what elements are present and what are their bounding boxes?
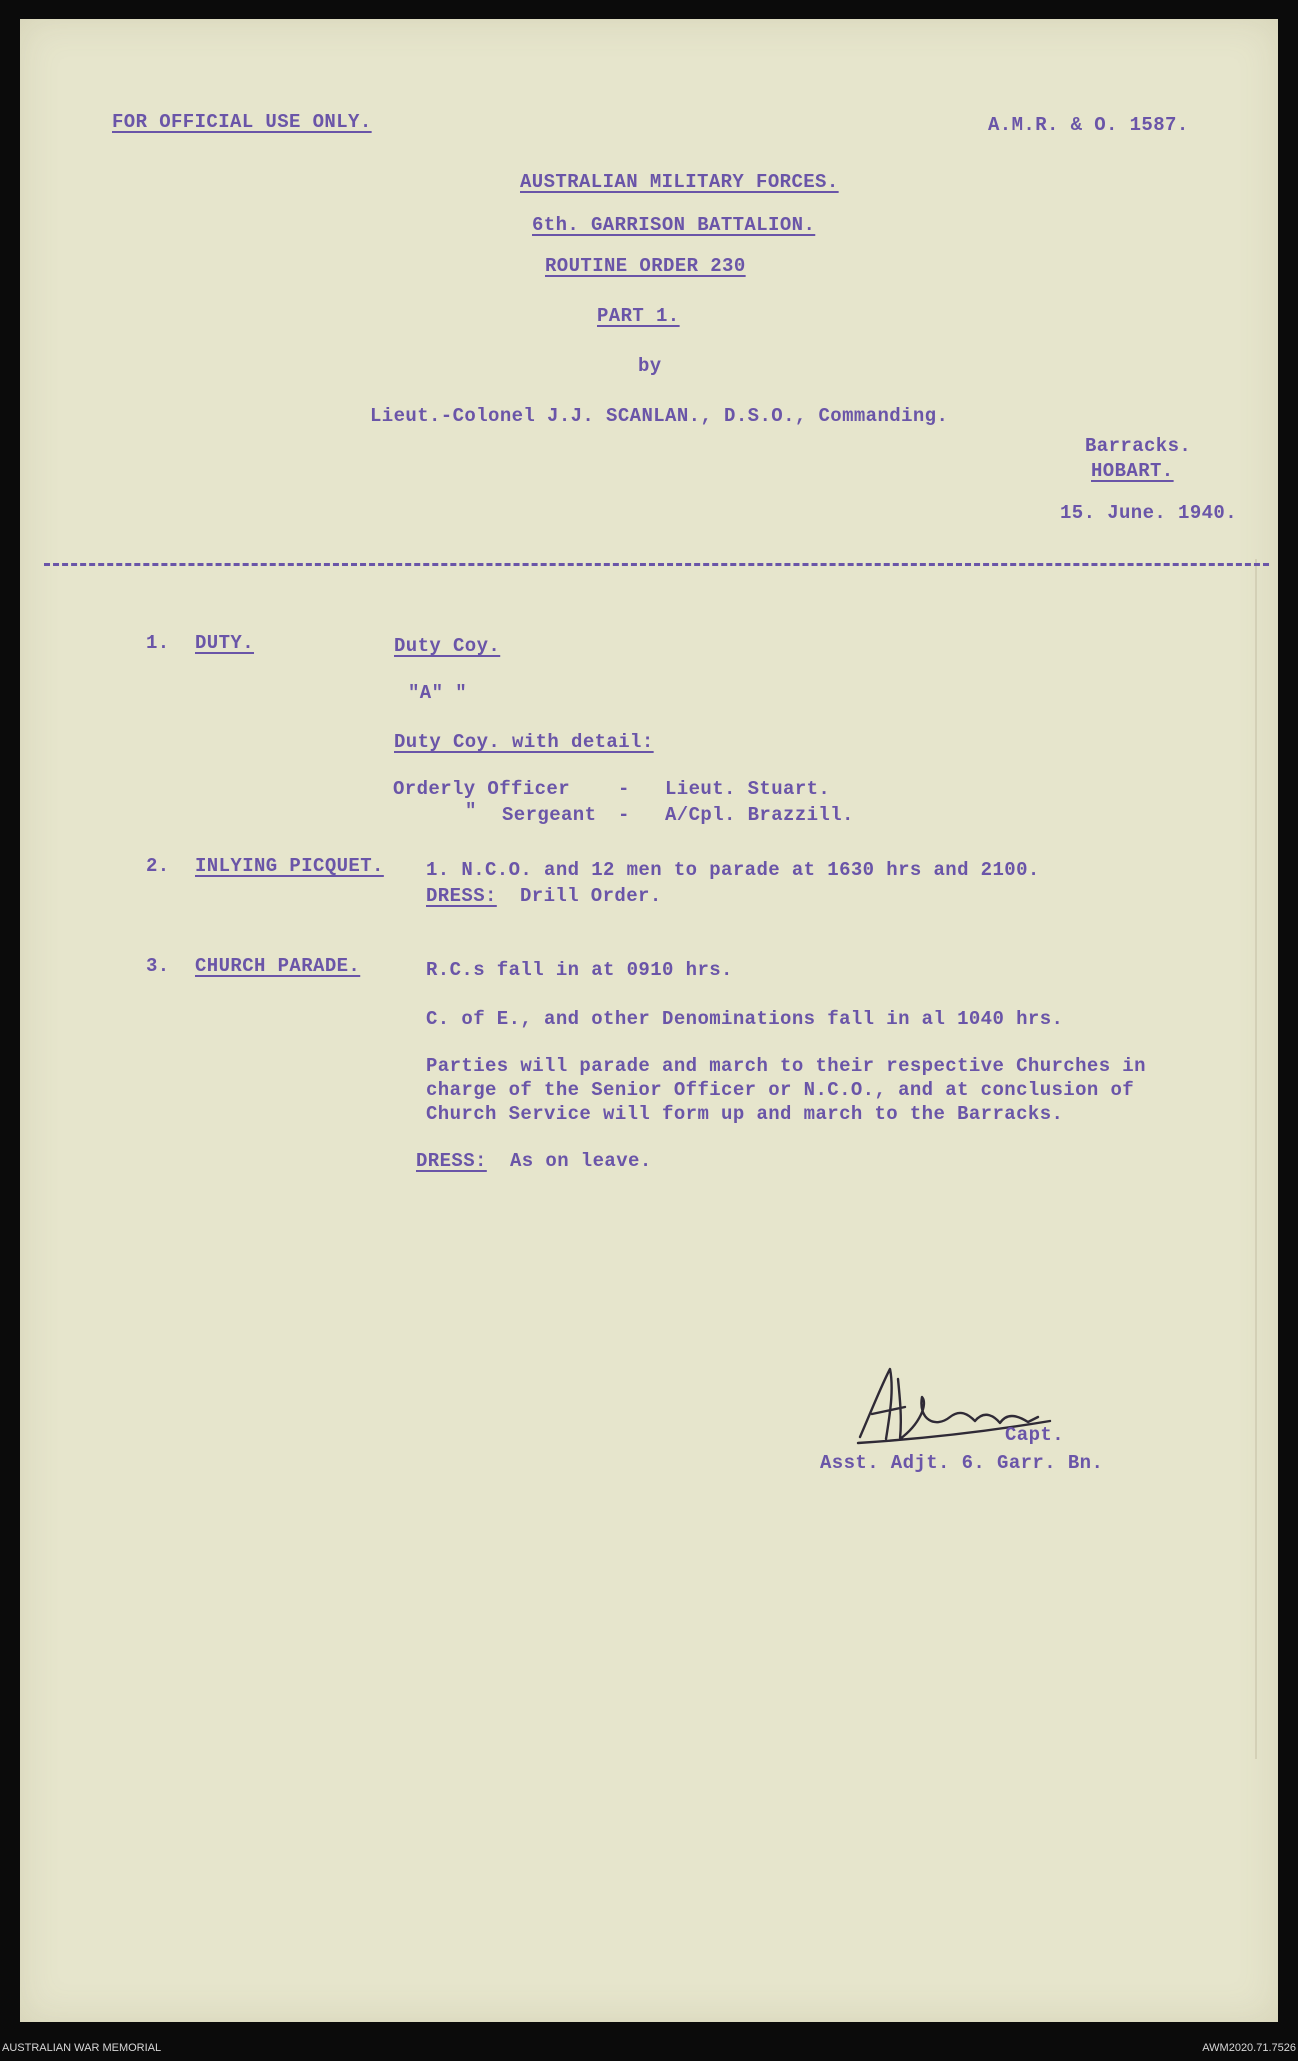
sergeant-ditto-mark: " xyxy=(465,800,477,822)
title-battalion: 6th. GARRISON BATTALION. xyxy=(532,214,816,236)
footer-accession-number: AWM2020.71.7526 xyxy=(1202,2042,1296,2054)
item-3-heading: CHURCH PARADE. xyxy=(195,955,361,977)
orderly-officer-role: Orderly Officer xyxy=(393,778,571,800)
reference-number: A.M.R. & O. 1587. xyxy=(988,114,1189,136)
classification-marking: FOR OFFICIAL USE ONLY. xyxy=(112,111,372,133)
duty-coy-value: "A" " xyxy=(408,682,468,704)
church-dress-value: As on leave. xyxy=(510,1150,652,1172)
orderly-officer-dash: - xyxy=(618,778,630,800)
duty-detail-label: Duty Coy. with detail: xyxy=(394,731,654,753)
duty-coy-label: Duty Coy. xyxy=(394,635,501,657)
picquet-line: 1. N.C.O. and 12 men to parade at 1630 hrs and 2100. xyxy=(426,859,1040,881)
place-barracks: Barracks. xyxy=(1085,435,1192,457)
fold-crease xyxy=(1255,559,1257,1759)
separator-rule xyxy=(44,563,1269,566)
signatory-appointment: Asst. Adjt. 6. Garr. Bn. xyxy=(820,1452,1104,1474)
picquet-dress-label: DRESS: xyxy=(426,885,497,907)
title-routine-order: ROUTINE ORDER 230 xyxy=(545,255,746,277)
title-part: PART 1. xyxy=(597,305,680,327)
commander-line: Lieut.-Colonel J.J. SCANLAN., D.S.O., Commanding. xyxy=(370,405,949,427)
church-rc-line: R.C.s fall in at 0910 hrs. xyxy=(426,959,733,981)
title-by: by xyxy=(638,355,662,377)
place-hobart: HOBART. xyxy=(1091,460,1174,482)
church-ce-line: C. of E., and other Denominations fall in al 1040 hrs. xyxy=(426,1008,1064,1030)
footer-institution: AUSTRALIAN WAR MEMORIAL xyxy=(2,2042,162,2054)
item-2-number: 2. xyxy=(146,855,170,877)
item-1-number: 1. xyxy=(146,632,170,654)
sergeant-name: A/Cpl. Brazzill. xyxy=(665,804,854,826)
church-paragraph: Parties will parade and march to their respective Churches in charge of the Senior Officer or N.C.O., and at conclusion of Church Service will form up and march to the Barracks. xyxy=(426,1055,1146,1125)
item-3-number: 3. xyxy=(146,955,170,977)
order-date: 15. June. 1940. xyxy=(1060,502,1238,524)
church-dress-label: DRESS: xyxy=(416,1150,487,1172)
orderly-officer-name: Lieut. Stuart. xyxy=(665,778,831,800)
item-2-heading: INLYING PICQUET. xyxy=(195,855,384,877)
signatory-rank: Capt. xyxy=(1005,1424,1065,1446)
document-page xyxy=(20,19,1278,2022)
sergeant-role: Sergeant xyxy=(502,804,597,826)
sergeant-dash: - xyxy=(618,804,630,826)
item-1-heading: DUTY. xyxy=(195,632,255,654)
title-forces: AUSTRALIAN MILITARY FORCES. xyxy=(520,171,839,193)
picquet-dress-value: Drill Order. xyxy=(520,885,662,907)
